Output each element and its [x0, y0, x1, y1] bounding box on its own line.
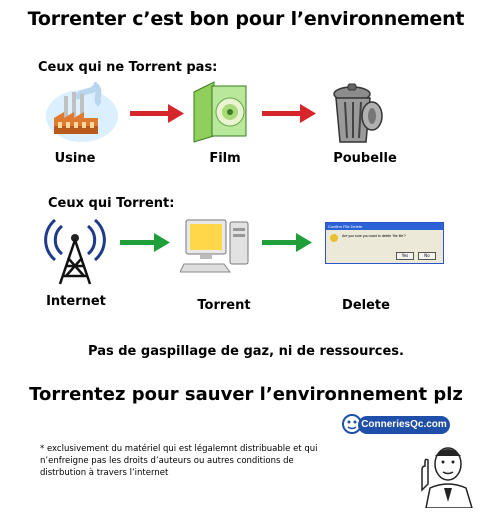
- label-usine: Usine: [54, 151, 96, 166]
- dialog-yes-button[interactable]: Yes: [396, 252, 414, 260]
- conneriesqc-text: ConneriesQc.com: [358, 416, 450, 434]
- green-arrow-1-icon: [120, 232, 170, 252]
- factory-icon: [44, 82, 122, 144]
- tagline: Pas de gaspillage de gaz, ni de ressources.: [88, 344, 404, 359]
- section-non-torrent-heading: Ceux qui ne Torrent pas:: [38, 60, 218, 75]
- trash-can-icon: [328, 80, 386, 146]
- page-title: Torrenter c’est bon pour l’environnement: [27, 8, 465, 30]
- label-internet: Internet: [46, 294, 106, 309]
- footnote: * exclusivement du matériel qui est légalemnt distribuable et qui n’enfreigne pas les droits d’auteurs ou autres conditions de distrbution à travers l’internet: [40, 444, 318, 478]
- label-torrent: Torrent: [197, 298, 251, 313]
- label-film: Film: [209, 151, 241, 166]
- dvd-case-icon: [190, 76, 250, 146]
- section-torrent-heading: Ceux qui Torrent:: [48, 196, 175, 211]
- dialog-message: Are you sure you want to delete 'the file'?: [342, 234, 406, 238]
- label-poubelle: Poubelle: [333, 151, 397, 166]
- cartoon-man-icon: [418, 440, 480, 508]
- red-arrow-1-icon: [130, 102, 184, 124]
- warning-icon: [330, 234, 338, 242]
- label-delete: Delete: [342, 298, 390, 313]
- green-arrow-2-icon: [262, 232, 312, 252]
- dialog-title: Confirm File Delete: [326, 223, 443, 230]
- dialog-no-button[interactable]: No: [418, 252, 436, 260]
- computer-icon: [180, 216, 256, 276]
- conneriesqc-badge: [340, 410, 452, 440]
- bottom-title: Torrentez pour sauver l’environnement plz: [29, 384, 463, 405]
- confirm-delete-dialog: [325, 222, 444, 264]
- red-arrow-2-icon: [262, 102, 316, 124]
- antenna-tower-icon: [44, 216, 106, 286]
